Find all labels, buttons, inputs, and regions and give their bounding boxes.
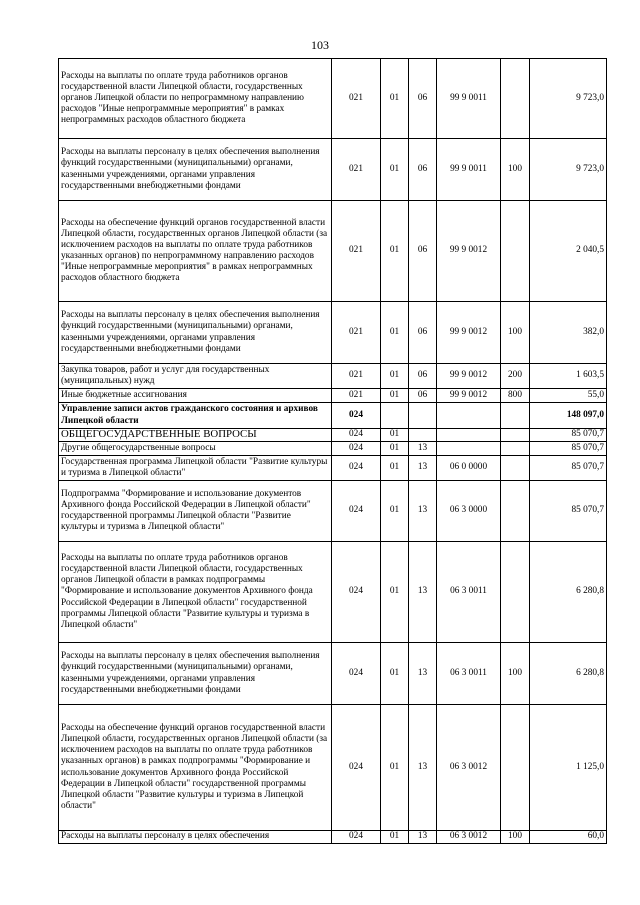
section-code-cell: 01 bbox=[381, 542, 409, 643]
amount-cell: 382,0 bbox=[530, 302, 607, 364]
expense-type-cell: 100 bbox=[501, 831, 530, 844]
target-article-cell: 99 9 0012 bbox=[437, 364, 501, 389]
subsection-code-cell: 06 bbox=[409, 302, 437, 364]
amount-cell: 9 723,0 bbox=[530, 59, 607, 139]
section-code-cell: 01 bbox=[381, 643, 409, 705]
target-article-cell: 99 9 0012 bbox=[437, 389, 501, 403]
budget-table-body bbox=[59, 59, 607, 844]
amount-cell: 1 603,5 bbox=[530, 364, 607, 389]
subsection-code-cell: 13 bbox=[409, 542, 437, 643]
row-name-cell: Расходы на выплаты по оплате труда работников органов государственной власти Липецкой области, государственных органов Липецкой области по непрограммному направлению расходов "Иные непрограммные мероприятия" в рамках непрограммных расходов областного бюджета bbox=[59, 59, 332, 139]
ministry-code-cell: 024 bbox=[332, 403, 381, 429]
table-row bbox=[59, 403, 607, 429]
target-article-cell bbox=[437, 429, 501, 442]
ministry-code-cell: 024 bbox=[332, 442, 381, 456]
ministry-code-cell: 021 bbox=[332, 364, 381, 389]
row-name-cell: Другие общегосударственные вопросы bbox=[59, 442, 332, 456]
ministry-code-cell: 024 bbox=[332, 643, 381, 705]
table-row bbox=[59, 705, 607, 831]
table-row bbox=[59, 139, 607, 201]
subsection-code-cell: 13 bbox=[409, 442, 437, 456]
expense-type-cell: 100 bbox=[501, 139, 530, 201]
expense-type-cell: 100 bbox=[501, 302, 530, 364]
amount-cell: 6 280,8 bbox=[530, 542, 607, 643]
amount-cell: 2 040,5 bbox=[530, 201, 607, 302]
ministry-code-cell: 024 bbox=[332, 456, 381, 481]
subsection-code-cell: 13 bbox=[409, 643, 437, 705]
table-row bbox=[59, 429, 607, 442]
table-row bbox=[59, 643, 607, 705]
expense-type-cell bbox=[501, 442, 530, 456]
ministry-code-cell: 024 bbox=[332, 831, 381, 844]
target-article-cell bbox=[437, 403, 501, 429]
row-name-cell: Подпрограмма "Формирование и использование документов Архивного фонда Российской Федерации в Липецкой области" государственной программы Липецкой области "Развитие культуры и туризма в Липецкой области" bbox=[59, 481, 332, 542]
page-number: 103 bbox=[311, 38, 329, 52]
row-name-cell: Расходы на выплаты по оплате труда работников органов государственной власти Липецкой области, государственных органов Липецкой области в рамках подпрограммы "Формирование и использование документов Архивного фонда Российской Федерации в Липецкой области" государственной программы Липецкой области "Развитие культуры и туризма в Липецкой области" bbox=[59, 542, 332, 643]
ministry-code-cell: 024 bbox=[332, 542, 381, 643]
target-article-cell: 06 3 0011 bbox=[437, 542, 501, 643]
table-row bbox=[59, 364, 607, 389]
budget-table bbox=[58, 58, 607, 844]
amount-cell: 6 280,8 bbox=[530, 643, 607, 705]
table-row bbox=[59, 831, 607, 844]
ministry-code-cell: 024 bbox=[332, 429, 381, 442]
row-name-cell: Расходы на выплаты персоналу в целях обеспечения выполнения функций государственными (муниципальными) органами, казенными учреждениями, органами управления государственными внебюджетными фондами bbox=[59, 139, 332, 201]
section-code-cell: 01 bbox=[381, 705, 409, 831]
row-name-cell: Расходы на выплаты персоналу в целях обеспечения выполнения функций государственными (муниципальными) органами, казенными учреждениями, органами управления государственными внебюджетными фондами bbox=[59, 643, 332, 705]
target-article-cell: 99 9 0011 bbox=[437, 139, 501, 201]
expense-type-cell bbox=[501, 201, 530, 302]
ministry-code-cell: 021 bbox=[332, 302, 381, 364]
expense-type-cell bbox=[501, 542, 530, 643]
row-name-cell: Иные бюджетные ассигнования bbox=[59, 389, 332, 403]
expense-type-cell: 800 bbox=[501, 389, 530, 403]
section-code-cell: 01 bbox=[381, 364, 409, 389]
section-code-cell bbox=[381, 403, 409, 429]
expense-type-cell bbox=[501, 429, 530, 442]
ministry-code-cell: 021 bbox=[332, 139, 381, 201]
subsection-code-cell: 13 bbox=[409, 831, 437, 844]
subsection-code-cell: 06 bbox=[409, 364, 437, 389]
subsection-code-cell bbox=[409, 429, 437, 442]
table-row bbox=[59, 481, 607, 542]
subsection-code-cell: 13 bbox=[409, 705, 437, 831]
ministry-code-cell: 021 bbox=[332, 59, 381, 139]
target-article-cell: 99 9 0012 bbox=[437, 302, 501, 364]
row-name-cell: Закупка товаров, работ и услуг для государственных (муниципальных) нужд bbox=[59, 364, 332, 389]
amount-cell: 85 070,7 bbox=[530, 456, 607, 481]
expense-type-cell bbox=[501, 59, 530, 139]
ministry-code-cell: 024 bbox=[332, 481, 381, 542]
table-row bbox=[59, 302, 607, 364]
section-code-cell: 01 bbox=[381, 429, 409, 442]
expense-type-cell bbox=[501, 705, 530, 831]
row-name-cell: ОБЩЕГОСУДАРСТВЕННЫЕ ВОПРОСЫ bbox=[59, 429, 332, 442]
amount-cell: 55,0 bbox=[530, 389, 607, 403]
row-name-cell: Управление записи актов гражданского состояния и архивов Липецкой области bbox=[59, 403, 332, 429]
section-code-cell: 01 bbox=[381, 389, 409, 403]
section-code-cell: 01 bbox=[381, 442, 409, 456]
table-row bbox=[59, 542, 607, 643]
target-article-cell: 06 3 0000 bbox=[437, 481, 501, 542]
expense-type-cell: 200 bbox=[501, 364, 530, 389]
target-article-cell: 99 9 0012 bbox=[437, 201, 501, 302]
target-article-cell: 06 3 0011 bbox=[437, 643, 501, 705]
row-name-cell: Расходы на выплаты персоналу в целях обеспечения bbox=[59, 831, 332, 844]
row-name-cell: Расходы на выплаты персоналу в целях обеспечения выполнения функций государственными (муниципальными) органами, казенными учреждениями, органами управления государственными внебюджетными фондами bbox=[59, 302, 332, 364]
section-code-cell: 01 bbox=[381, 481, 409, 542]
row-name-cell: Расходы на обеспечение функций органов государственной власти Липецкой области, государственных органов Липецкой области (за исключением расходов на выплаты по оплате труда работников указанных органов) по непрограммному направлению расходов "Иные непрограммные мероприятия" в рамках непрограммных расходов областного бюджета bbox=[59, 201, 332, 302]
section-code-cell: 01 bbox=[381, 831, 409, 844]
amount-cell: 60,0 bbox=[530, 831, 607, 844]
target-article-cell: 06 0 0000 bbox=[437, 456, 501, 481]
table-row bbox=[59, 201, 607, 302]
target-article-cell: 06 3 0012 bbox=[437, 831, 501, 844]
ministry-code-cell: 021 bbox=[332, 389, 381, 403]
amount-cell: 9 723,0 bbox=[530, 139, 607, 201]
subsection-code-cell: 06 bbox=[409, 201, 437, 302]
amount-cell: 85 070,7 bbox=[530, 481, 607, 542]
expense-type-cell bbox=[501, 481, 530, 542]
subsection-code-cell: 13 bbox=[409, 481, 437, 542]
amount-cell: 85 070,7 bbox=[530, 442, 607, 456]
target-article-cell bbox=[437, 442, 501, 456]
subsection-code-cell bbox=[409, 403, 437, 429]
target-article-cell: 06 3 0012 bbox=[437, 705, 501, 831]
row-name-cell: Государственная программа Липецкой области "Развитие культуры и туризма в Липецкой области" bbox=[59, 456, 332, 481]
table-row bbox=[59, 389, 607, 403]
section-code-cell: 01 bbox=[381, 201, 409, 302]
ministry-code-cell: 021 bbox=[332, 201, 381, 302]
ministry-code-cell: 024 bbox=[332, 705, 381, 831]
row-name-cell: Расходы на обеспечение функций органов государственной власти Липецкой области, государственных органов Липецкой области (за исключением расходов на выплаты по оплате труда работников указанных органов) в рамках подпрограммы "Формирование и использование документов Архивного фонда Российской Федерации в Липецкой области" государственной программы Липецкой области "Развитие культуры и туризма в Липецкой области" bbox=[59, 705, 332, 831]
subsection-code-cell: 06 bbox=[409, 389, 437, 403]
expense-type-cell: 100 bbox=[501, 643, 530, 705]
subsection-code-cell: 06 bbox=[409, 139, 437, 201]
section-code-cell: 01 bbox=[381, 302, 409, 364]
amount-cell: 1 125,0 bbox=[530, 705, 607, 831]
amount-cell: 85 070,7 bbox=[530, 429, 607, 442]
expense-type-cell bbox=[501, 403, 530, 429]
target-article-cell: 99 9 0011 bbox=[437, 59, 501, 139]
amount-cell: 148 097,0 bbox=[530, 403, 607, 429]
subsection-code-cell: 06 bbox=[409, 59, 437, 139]
expense-type-cell bbox=[501, 456, 530, 481]
section-code-cell: 01 bbox=[381, 139, 409, 201]
table-row bbox=[59, 442, 607, 456]
section-code-cell: 01 bbox=[381, 456, 409, 481]
subsection-code-cell: 13 bbox=[409, 456, 437, 481]
section-code-cell: 01 bbox=[381, 59, 409, 139]
table-row bbox=[59, 59, 607, 139]
table-row bbox=[59, 456, 607, 481]
